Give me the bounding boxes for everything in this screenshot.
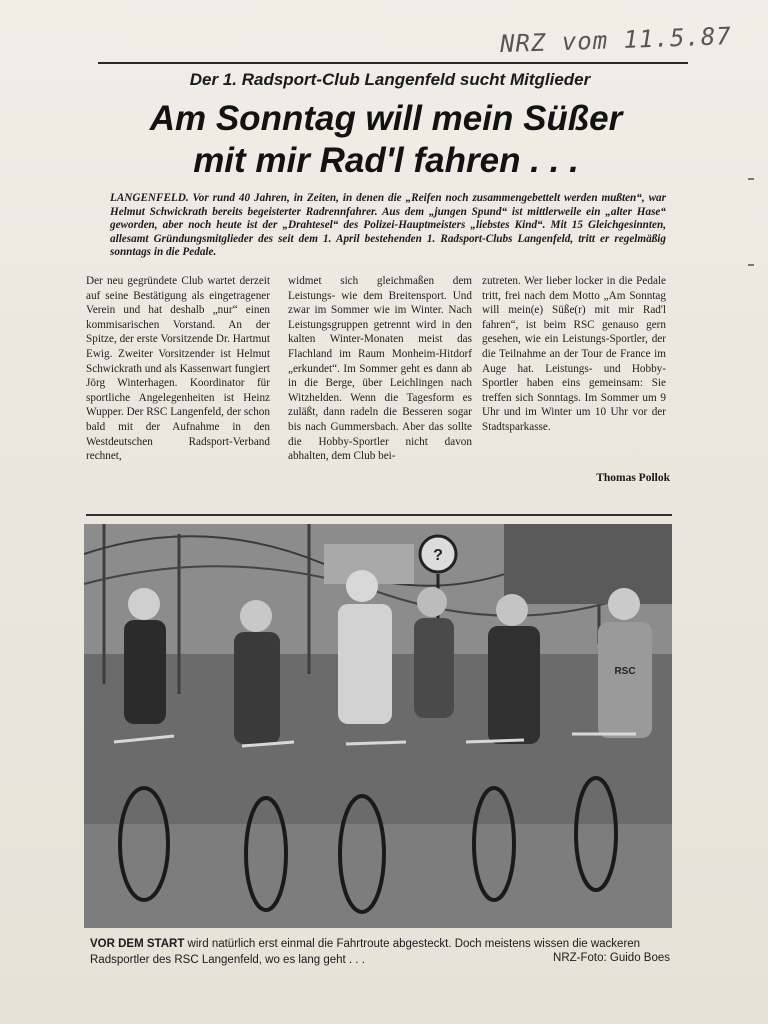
photo-credit: NRZ-Foto: Guido Boes [553, 952, 670, 964]
margin-mark [748, 178, 754, 180]
top-rule [98, 62, 688, 64]
bottom-rule [86, 514, 672, 516]
article-kicker: Der 1. Radsport-Club Langenfeld sucht Mitglieder [189, 70, 591, 89]
jersey-text: RSC [614, 666, 636, 677]
headline-line-1: Am Sonntag will mein Süßer [149, 99, 623, 138]
article-column-2: widmet sich gleichmaßen dem Leistungs- wie dem Breitensport. Und zwar im Sommer wie im Winter. Nach Leistungsgruppen getrennt wird in den kalten Winter-Monaten meist das Flachland im Raum Monheim-Hitdorf „erkundet“. Im Sommer geht es dann ab in die Berge, über Leichlingen nach Witzhelden. Wenn die Tagesform es zuläßt, dann radeln die Besseren sogar bis nach Gummersbach. Aber das sollte die Hobby-Sportler nicht davon abhalten, dem Club bei- [288, 275, 472, 463]
article-lead: LANGENFELD. Vor rund 40 Jahren, in Zeiten, in denen die „Reifen noch zusammengebettelt werden mußten“, war Helmut Schwickrath bereits begeisterter Radrennfahrer. Aus dem „jungen Spund“ ist mittlerweile ein „alter Hase“ geworden, aber noch heute ist der „Drahtesel“ des Polizei-Hauptmeisters „liebstes Kind“. Mit 15 Gleichgesinnten, allesamt Gründungsmitglieder des seit dem 1. April bestehenden 1. Radsport-Clubs Langenfeld, tritt er regelmäßig sonntags in die Pedale. [110, 192, 666, 259]
article-column-3: zutreten. Wer lieber locker in die Pedale tritt, frei nach dem Motto „Am Sonntag will mein(e) Süße(r) mit mir Rad'l fahren“, ist beim RSC genauso gern gesehen, wie ein Leistungs-Sportler, der die Teilnahme an der Tour de France im Auge hat. Leistungs- und Hobby-Sportler haben eins gemeinsam: Sie treffen sich Sonntags. Im Sommer um 9 Uhr und im Winter um 10 Uhr vor der Stadtsparkasse. [482, 275, 666, 433]
photo-illustration [84, 524, 672, 928]
article-author: Thomas Pollok [596, 472, 670, 484]
caption-text: wird natürlich erst einmal die Fahrtroute abgesteckt. Doch meistens wissen die wackeren Radsportler des RSC Langenfeld, wo es lang geht . . . [90, 938, 641, 966]
caption-lead-in: VOR DEM START [90, 938, 185, 950]
margin-mark [748, 264, 754, 266]
handwritten-date-note: NRZ vom 11.5.87 [499, 22, 733, 59]
road-sign-text: ? [433, 547, 443, 564]
cyclists-photo [84, 524, 672, 928]
article-column-1: Der neu gegründete Club wartet derzeit auf seine Bestätigung als eingetragener Verein und hat deshalb „nur“ einen kommisarischen Vorstand. An der Spitze, der erste Vorsitzende Dr. Hartmut Ewig. Zweiter Vorsitzender ist Helmut Schwickrath und als Kassenwart fungiert Jörg Winterhagen. Koordinator für sportliche Angelegenheiten ist Heinz Wupper. Der RSC Langenfeld, der schon bald mit der Aufnahme in den Westdeutschen Radsport-Verband rechnet, [86, 275, 270, 463]
headline-line-2: mit mir Rad'l fahren . . . [193, 141, 579, 180]
article-headline [86, 98, 686, 182]
